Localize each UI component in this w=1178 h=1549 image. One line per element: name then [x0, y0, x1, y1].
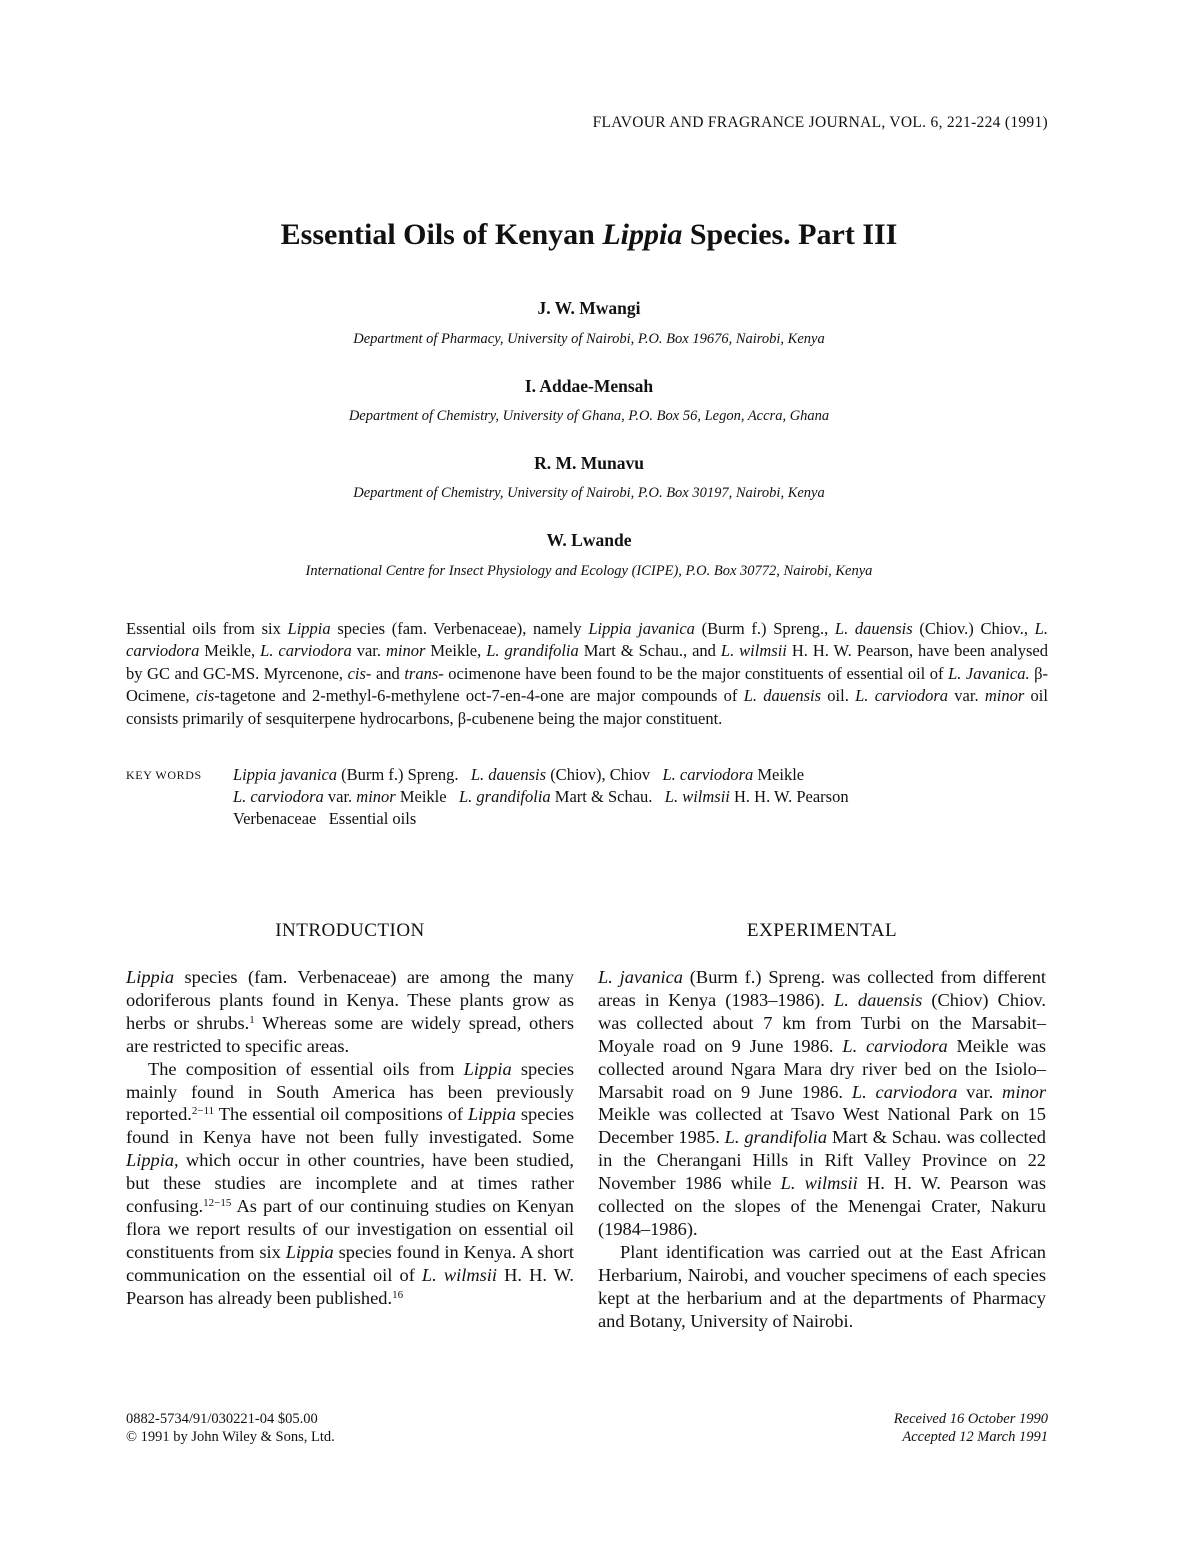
author-affiliation: Department of Chemistry, University of Ghana, P.O. Box 56, Legon, Accra, Ghana [348, 408, 830, 424]
accepted-date: Accepted 12 March 1991 [902, 1429, 1048, 1445]
author-affiliation: Department of Pharmacy, University of Nairobi, P.O. Box 19676, Nairobi, Kenya [353, 331, 825, 347]
journal-header: FLAVOUR AND FRAGRANCE JOURNAL, VOL. 6, 221-224 (1991) [592, 114, 1048, 131]
keywords-label: KEY WORDS [126, 768, 202, 782]
experimental-paragraph: L. javanica (Burm f.) Spreng. was collected from different areas in Kenya (1983–1986). L. dauensis (Chiov) Chiov. was collected about 7 km from Turbi on the Marsabit–Moyale road on 9 June 1986. L. carviodora Meikle was collected around Ngara Mara dry river bed on the Isiolo–Marsabit road on 9 June 1986. L. carviodora var. minor Meikle was collected at Tsavo West National Park on 15 December 1985. L. grandifolia Mart & Schau. was collected in the Cherangani Hills in Rift Valley Province on 22 November 1986 while L. wilmsii H. H. W. Pearson was collected on the slopes of the Menengai Crater, Nakuru (1984–1986). [598, 967, 1047, 1239]
author-affiliation: International Centre for Insect Physiology and Ecology (ICIPE), P.O. Box 30772, Nairobi, Kenya [305, 563, 873, 579]
abstract: Essential oils from six Lippia species (fam. Verbenaceae), namely Lippia javanica (Burm f.) Spreng., L. dauensis (Chiov.) Chiov., L. carviodora Meikle, L. carviodora var. minor Meikle, L. grandifolia Mart & Schau., and L. wilmsii H. H. W. Pearson, have been analysed by GC and GC-MS. Myrcenone, cis- and trans- ocimenone have been found to be the major constituents of essential oil of L. Javanica. β-Ocimene, cis-tagetone and 2-methyl-6-methylene oct-7-en-4-one are major compounds of L. dauensis oil. L. carviodora var. minor oil consists primarily of sesquiterpene hydrocarbons, β-cubenene being the major constituent. [126, 619, 1049, 728]
footer-left [126, 1410, 335, 1446]
intro-paragraph: Lippia species (fam. Verbenaceae) are among the many odoriferous plants found in Kenya. These plants grow as herbs or shrubs.$^1$ Whereas some are widely spread, others are restricted to specific areas. [126, 967, 574, 1056]
keywords-line: Lippia javanica (Burm f.) Spreng. L. dauensis (Chiov), Chiov L. carviodora Meikle [233, 765, 805, 784]
intro-paragraph: The composition of essential oils from Lippia species mainly found in South America has been previously reported.$^{2-11}$ The essential oil compositions of Lippia species found in Kenya have not been fully investigated. Some Lippia, which occur in other countries, have been studied, but these studies are incomplete and at times rather confusing.$^{12-15}$ As part of our continuing studies on Kenyan flora we report results of our investigation on essential oil constituents from six Lippia species found in Kenya. A short communication on the essential oil of L. wilmsii H. H. W. Pearson has already been published.$^{16}$ [126, 1058, 574, 1308]
author-name: J. W. Mwangi [537, 298, 641, 318]
title-genus: Lippia [602, 218, 683, 251]
experimental-column [598, 966, 1046, 1333]
keywords-line: L. carviodora var. minor Meikle L. grandifolia Mart & Schau. L. wilmsii H. H. W. Pearson [233, 787, 849, 806]
author-name: W. Lwande [546, 530, 632, 550]
article-title [0, 218, 1178, 252]
author-affiliation: Department of Chemistry, University of Nairobi, P.O. Box 30197, Nairobi, Kenya [353, 485, 825, 501]
experimental-paragraph: Plant identification was carried out at the East African Herbarium, Nairobi, and voucher specimens of each species kept at the herbarium and at the departments of Pharmacy and Botany, University of Nairobi. [598, 1241, 1046, 1331]
author-name: R. M. Munavu [534, 453, 644, 473]
copyright: © 1991 by John Wiley & Sons, Ltd. [126, 1429, 335, 1445]
received-date: Received 16 October 1990 [893, 1411, 1048, 1427]
footer-right [894, 1410, 1048, 1446]
title-part: Species. Part III [682, 218, 898, 251]
title-part: Essential Oils of Kenyan [280, 218, 603, 251]
author-name: I. Addae-Mensah [524, 376, 654, 396]
intro-heading: INTRODUCTION [275, 920, 425, 941]
intro-column [126, 966, 574, 1310]
keywords-line: Verbenaceae Essential oils [233, 809, 417, 828]
issn-code: 0882-5734/91/030221-04 $05.00 [126, 1411, 318, 1427]
experimental-heading: EXPERIMENTAL [746, 920, 898, 941]
